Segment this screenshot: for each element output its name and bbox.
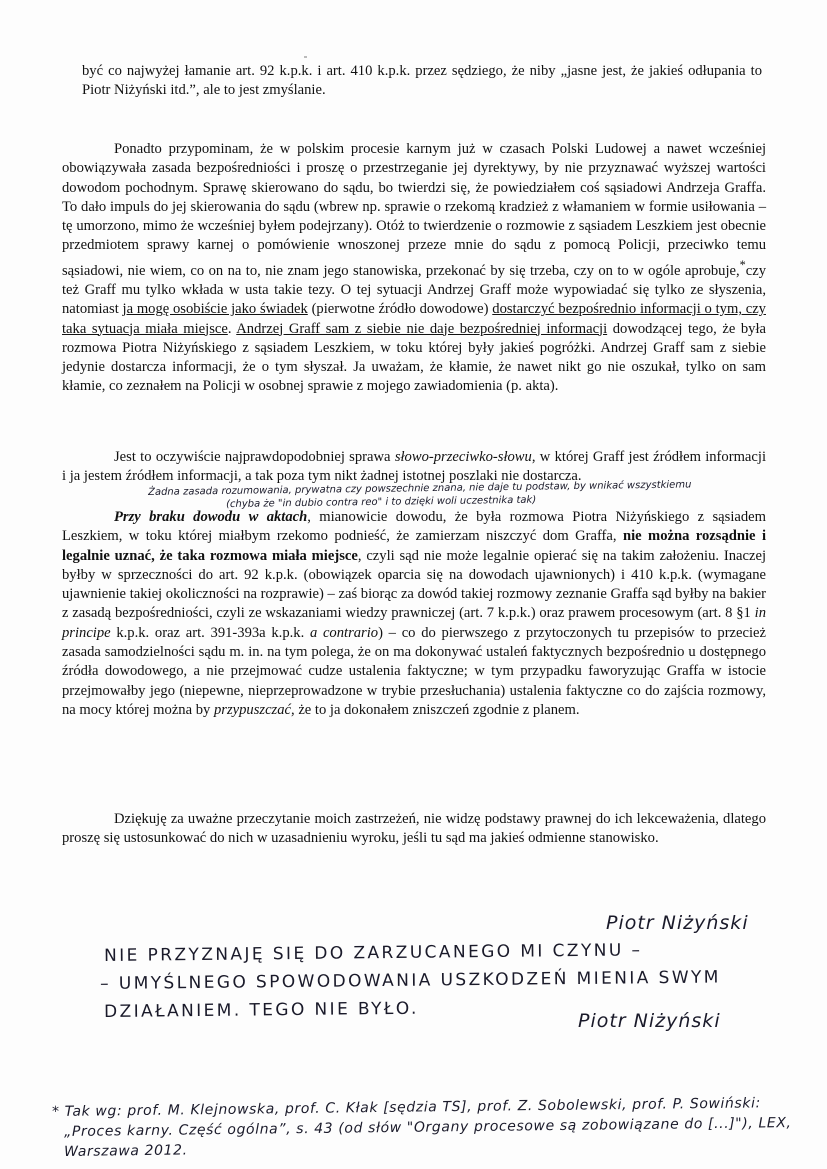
underlined-text: ja mogę osobiście jako świadek [122, 301, 308, 318]
italic-text: przypuszczać [213, 701, 292, 718]
footnote-reference: * [739, 257, 746, 272]
paragraph-closing [62, 810, 766, 849]
text-run: Ponadto przypominam, że w polskim procesie karnym już w czasach Polski Ludowej a nawet wcześniej obowiązywała zasada bezpośredniości i proszę o przestrzeganie jej dyrektywy, by nie przyznawać wyższej wartości dowodom pochodnym. Sprawę skierowano do sądu, bo twierdzi się, że powiedziałem coś sąsiadowi Andrzeja Graffa. To dało impuls do jej skierowania do sądu (wbrew np. sprawie o rzekomą kradzież z włamaniem w formie usiłowania – tę umorzono, mimo że wcześniej byłem podejrzany). Otóż to twierdzenie o rozmowie z sąsiadem Leszkiem jest obecnie przedmiotem sprawy karnej o pomówienie wnoszonej przeze mnie do sądu z pomocą Policji, przeciwko temu sąsiadowi, nie wiem, co on na to, nie znam jego stanowiska, przekonać by się trzeba, czy on to w ogóle aprobuje, [62, 141, 766, 279]
handwritten-statement-line-3: DZIAŁANIEM. TEGO NIE BYŁO. [104, 998, 419, 1022]
handwritten-statement-line-2: – UMYŚLNEGO SPOWODOWANIA USZKODZEŃ MIENIA SWYM [100, 967, 721, 994]
text-run: , czyli sąd nie może legalnie opierać się na takim założeniu. Inaczej byłby w sprzeczności do art. 92 k.p.k. (obowiązek oparcia się na dowodach ujawnionych) i 410 k.p.k. (wymagane ujawnienie takiej okoliczności na rozprawie) – zaś biorąc za dowód takiej rozmowy zeznanie Graffa sąd byłby na bakier z zasadą bezpośredniości, czyli ze wskazaniami wiedzy prawniczej (art. 7 k.p.k.) oraz prawem procesowym (art. 8 §1 [62, 547, 766, 622]
text-run: Jest to oczywiście najprawdopodobniej sprawa [114, 449, 395, 465]
text-run: , mianowicie dowodu, że była rozmowa Piotra Niżyńskiego z sąsiadem Leszkiem, w toku której miałbym rzekomo podnieść, że zamierzam niszczyć dom Graffa, [62, 509, 766, 545]
text-run: ) – co do pierwszego z przytoczonych tu przepisów to przecież zasada samodzielności sądu m. in. na tym polega, że on ma dokonywać ustaleń faktycznych bezpośrednio u dostępnego źródła dowodowego, a nie przejmować cudze ustalenia faktyczne; w tym przypadku faworyzując Graffa w istocie przejmowałby jego (niepewne, nieprzeprowadzone w trybie przesłuchania) ustalenia faktyczne co do zajścia rozmowy, na mocy której można by [62, 624, 766, 718]
handwritten-footnote-line-3: Warszawa 2012. [64, 1142, 188, 1160]
text-run: , że to ja dokonałem zniszczeń zgodnie z planem. [291, 701, 580, 718]
underlined-text: dostarczyć bezpośrednio informacji o tym, czy taka sytuacja miała miejsce [62, 301, 766, 337]
text-run: k.p.k. oraz art. 391-393a k.p.k. [110, 624, 310, 641]
handwritten-statement-line-1: NIE PRZYZNAJĘ SIĘ DO ZARZUCANEGO MI CZYNU – [104, 940, 643, 966]
text-run: . [227, 320, 237, 337]
paragraph-lack-of-evidence [62, 508, 766, 720]
text-run: czy też Graff mu tylko wkłada w usta takie tezy. O tej sytuacji Andrzej Graff może wypowiadać się tylko ze słyszenia, natomiast [62, 262, 766, 318]
handwritten-footnote-line-1: * Tak wg: prof. M. Klejnowska, prof. C. Kłak [sędzia TS], prof. Z. Sobolewski, prof. P. Sowiński: [52, 1095, 761, 1120]
text-run: (pierwotne źródło dowodowe) [307, 301, 493, 318]
scan-speck [304, 56, 307, 58]
text-run: dowodzącej tego, że była rozmowa Piotra Niżyńskiego z sąsiadem Leszkiem, w toku której były jakieś pogróżki. Andrzej Graff sam z siebie jedynie dostarcza informacji, że o tym słyszał. Ja uważam, że kłamie, że nawet nikt go nie oszukał, tylko on sam kłamie, co zeznałem na Policji w osobnej sprawie z mojego zawiadomienia (p. akta). [62, 320, 766, 395]
bold-text: nie można rozsądnie i legalnie uznać, że taka rozmowa miała miejsce [62, 528, 766, 564]
handwritten-footnote-line-2: „Proces karny. Część ogólna”, s. 43 (od słów "Organy procesowe są zobowiązane do [...]"), LEX, [64, 1115, 792, 1140]
underlined-text: Andrzej Graff sam z siebie nie daje bezpośredniej informacji [236, 320, 608, 337]
italic-text: słowo-przeciwko-słowu [394, 449, 532, 465]
paragraph-immediacy-principle [62, 140, 766, 397]
paragraph-text: być co najwyżej łamanie art. 92 k.p.k. i art. 410 k.p.k. przez sędziego, że niby „jasne jest, że jakieś odłupania to Piotr Niżyński itd.”, ale to jest zmyślanie. [82, 63, 762, 99]
text-run: , w której Graff jest źródłem informacji i ja jestem źródłem informacji, a tak poza tym nikt żadnej istotnej poszlaki nie dostarcza. [62, 449, 766, 485]
handwritten-signature-2: Piotr Niżyński [578, 1010, 721, 1032]
handwritten-signature-1: Piotr Niżyński [606, 912, 749, 934]
italic-text: a contrario [309, 624, 379, 641]
bold-italic-text: Przy braku dowodu w aktach [114, 509, 308, 525]
handwritten-insert-line-2: (chyba że "in dubio contra reo" i to dzięki woli uczestnika tak) [226, 494, 537, 510]
paragraph-continuation [82, 62, 762, 101]
paragraph-text: Dziękuję za uważne przeczytanie moich zastrzeżeń, nie widzę podstawy prawnej do ich lekceważenia, dlatego proszę się ustosunkować do nich w uzasadnieniu wyroku, jeśli tu sąd ma jakieś odmienne stanowisko. [62, 811, 766, 847]
handwritten-insert-line-1: Żadna zasada rozumowania, prywatna czy powszechnie znana, nie daje tu podstaw, by wnikać wszystkiemu [148, 479, 692, 498]
italic-text: in principe [62, 605, 766, 641]
